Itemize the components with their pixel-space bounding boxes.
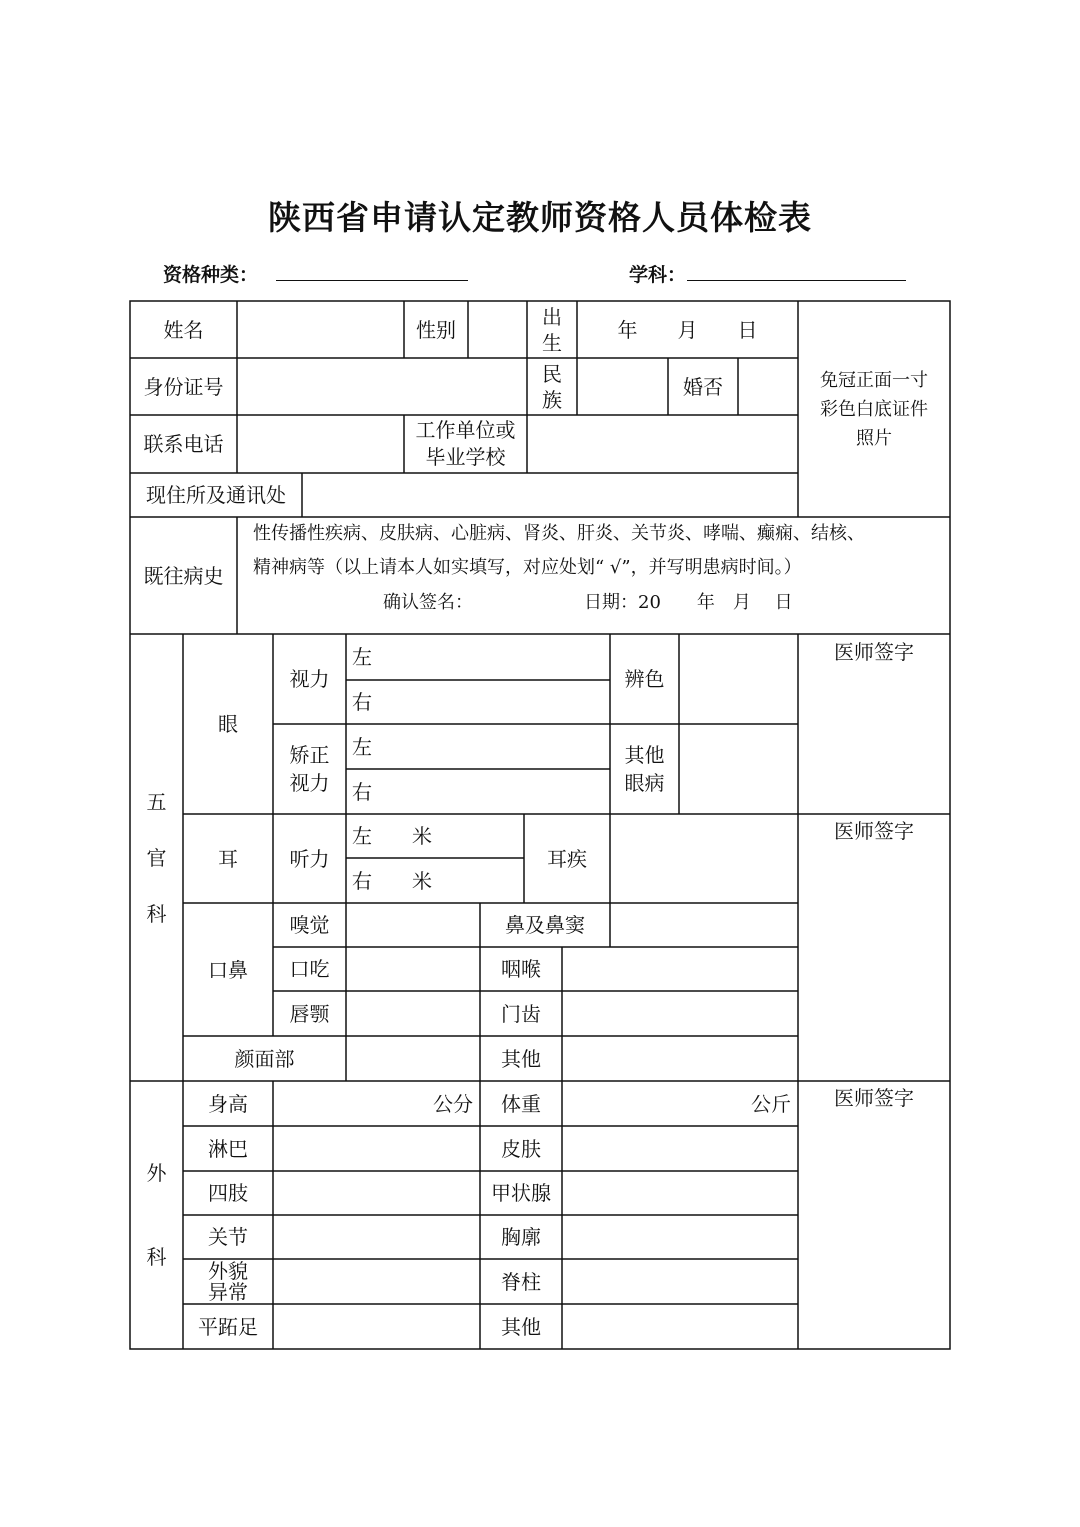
weight-field[interactable]: 公斤 — [751, 1091, 791, 1116]
history-line-2: 精神病等（以上请本人如实填写，对应处划“ √”，并写明患病时间。） — [253, 557, 802, 578]
thyroid-label: 甲状腺 — [491, 1181, 551, 1205]
face-field[interactable] — [346, 1036, 480, 1081]
photo-placeholder[interactable]: 免冠正面一寸 彩色白底证件 照片 — [820, 369, 928, 449]
subject-label: 学科： — [629, 264, 687, 286]
id-number-field[interactable] — [237, 358, 527, 415]
limbs-field[interactable] — [273, 1171, 480, 1215]
face-label: 颜面部 — [234, 1046, 295, 1071]
ethnicity-field[interactable] — [577, 358, 668, 415]
teeth-field[interactable] — [562, 991, 798, 1036]
vision-left-field[interactable]: 左 — [352, 645, 372, 669]
corrected-vision-label: 矫正 视力 — [289, 743, 330, 795]
qualification-type-label: 资格种类： — [163, 264, 259, 286]
eye-label: 眼 — [218, 712, 238, 736]
birth-label: 出 生 — [542, 304, 562, 355]
smell-label: 嗅觉 — [289, 913, 330, 937]
phone-label: 联系电话 — [143, 432, 224, 456]
chest-label: 胸廓 — [501, 1225, 541, 1249]
name-label: 姓名 — [163, 317, 204, 342]
stutter-field[interactable] — [346, 947, 480, 991]
appearance-abnormal-field[interactable] — [273, 1259, 480, 1304]
vision-label: 视力 — [289, 667, 330, 691]
spine-label: 脊柱 — [501, 1269, 541, 1294]
phone-field[interactable] — [237, 415, 404, 473]
surgery-other-label: 其他 — [501, 1314, 541, 1339]
skin-label: 皮肤 — [501, 1136, 541, 1161]
stutter-label: 口吃 — [289, 957, 330, 981]
joints-field[interactable] — [273, 1215, 480, 1259]
eye-doctor-signature[interactable]: 医师签字 — [834, 640, 914, 664]
ear-disease-label: 耳疾 — [547, 846, 587, 871]
workplace-label: 工作单位或 毕业学校 — [415, 418, 516, 469]
marital-label: 婚否 — [683, 374, 723, 399]
history-sign-label: 确认签名： — [383, 592, 473, 613]
address-field[interactable] — [302, 473, 798, 517]
lip-palate-field[interactable] — [346, 991, 480, 1036]
lymph-field[interactable] — [273, 1126, 480, 1171]
throat-field[interactable] — [562, 947, 798, 991]
marital-field[interactable] — [738, 358, 798, 415]
history-line-1: 性传播性疾病、皮肤病、心脏病、肾炎、肝炎、关节炎、哮喘、癫痫、结核、 — [253, 523, 865, 544]
weight-label: 体重 — [501, 1091, 541, 1116]
skin-field[interactable] — [562, 1126, 798, 1171]
vision-right-field[interactable]: 右 — [352, 690, 372, 714]
flatfoot-field[interactable] — [273, 1304, 480, 1349]
ear-label: 耳 — [218, 846, 238, 871]
lymph-label: 淋巴 — [208, 1136, 248, 1161]
surgery-section-label: 外 科 — [146, 1161, 167, 1269]
facial-section-label: 五 官 科 — [146, 789, 167, 926]
surgery-doctor-signature[interactable]: 医师签字 — [834, 1086, 914, 1110]
ethnicity-label: 民 族 — [542, 361, 562, 412]
ent-doctor-signature[interactable]: 医师签字 — [834, 819, 914, 843]
color-vision-field[interactable] — [679, 634, 798, 724]
spine-field[interactable] — [562, 1259, 798, 1304]
flatfoot-label: 平跖足 — [198, 1314, 258, 1339]
smell-field[interactable] — [346, 903, 480, 947]
surgery-other-field[interactable] — [562, 1304, 798, 1349]
id-number-label: 身份证号 — [143, 374, 224, 399]
name-field[interactable] — [237, 301, 404, 358]
corrected-right-field[interactable]: 右 — [352, 779, 372, 804]
teeth-label: 门齿 — [501, 1001, 541, 1026]
workplace-field[interactable] — [527, 415, 798, 473]
corrected-left-field[interactable]: 左 — [352, 734, 372, 759]
lip-palate-label: 唇颚 — [289, 1001, 330, 1026]
chest-field[interactable] — [562, 1215, 798, 1259]
mouth-nose-label: 口鼻 — [208, 957, 248, 982]
facial-other-field[interactable] — [562, 1036, 798, 1081]
sinus-field[interactable] — [610, 903, 798, 947]
address-label: 现住所及通讯处 — [146, 483, 286, 507]
thyroid-field[interactable] — [562, 1171, 798, 1215]
appearance-abnormal-label: 外貌 异常 — [208, 1258, 248, 1304]
ear-disease-field[interactable] — [610, 814, 798, 903]
hearing-left-field[interactable]: 左 米 — [352, 824, 432, 848]
form-title: 陕西省申请认定教师资格人员体检表 — [268, 198, 812, 237]
gender-label: 性别 — [416, 317, 456, 342]
facial-other-label: 其他 — [501, 1046, 541, 1071]
hearing-right-field[interactable]: 右 米 — [352, 868, 432, 893]
throat-label: 咽喉 — [501, 957, 541, 981]
height-field[interactable]: 公分 — [433, 1091, 473, 1116]
other-eye-disease-field[interactable] — [679, 724, 798, 814]
color-vision-label: 辨色 — [624, 667, 665, 691]
history-date-label[interactable]: 日期：20 年 月 日 — [584, 592, 793, 613]
hearing-label: 听力 — [289, 846, 330, 871]
limbs-label: 四肢 — [208, 1181, 248, 1205]
height-label: 身高 — [208, 1091, 248, 1116]
sinus-label: 鼻及鼻窦 — [505, 913, 585, 937]
history-label: 既往病史 — [143, 563, 224, 588]
other-eye-disease-label: 其他 眼病 — [624, 743, 665, 795]
joints-label: 关节 — [208, 1225, 248, 1249]
birth-date-field[interactable]: 年 月 日 — [617, 317, 758, 342]
gender-field[interactable] — [468, 301, 527, 358]
